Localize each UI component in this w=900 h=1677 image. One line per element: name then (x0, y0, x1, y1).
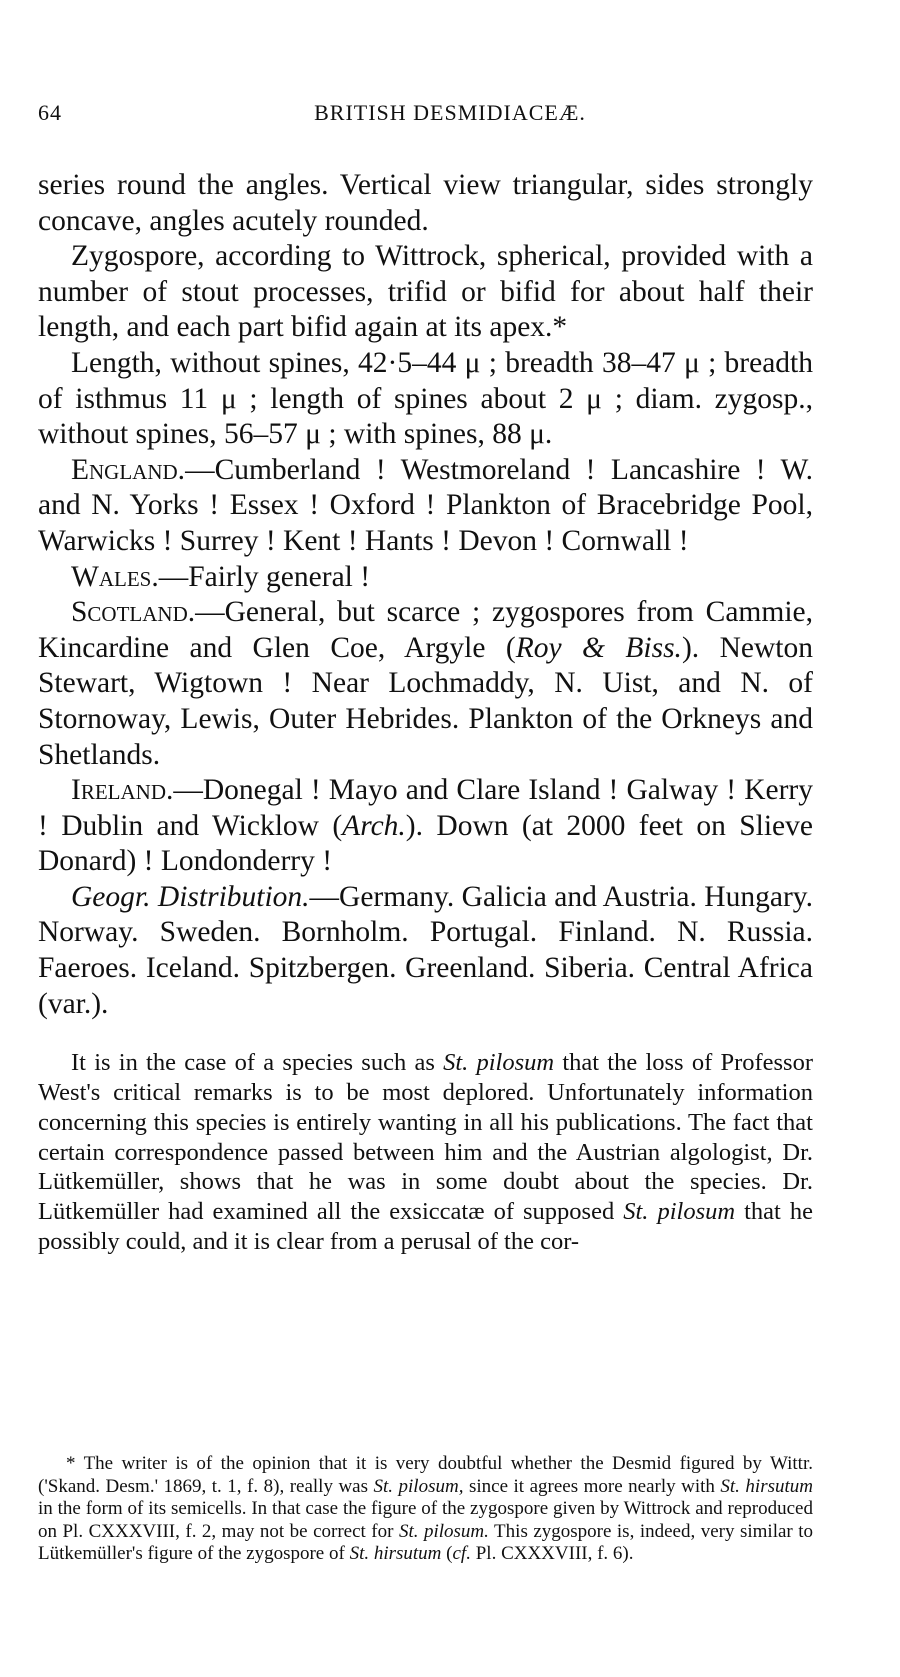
running-title: BRITISH DESMIDIACEÆ. (314, 100, 586, 125)
region-label-scotland: Scotland. (71, 596, 196, 629)
paragraph-zygospore: Zygospore, according to Wittrock, spherical, provided with a number of stout processes, trifid or bifid for about half their length, and each part bifid again at its apex.* (38, 240, 813, 344)
commentary-text-c: that he possibly could, and it is clear from a perusal of the cor- (38, 1198, 813, 1256)
page-number: 64 (38, 100, 62, 125)
region-label-england: England. (71, 453, 186, 486)
species-name: St. pilosum. (398, 1520, 489, 1542)
paragraph-commentary (38, 1048, 813, 1257)
footnote-part: * The writer is of the opinion that it is very doubtful whether the Desmid figured by Wittr. ('Skand. Desm.' 1869, t. 1, f. 8), really was (38, 1453, 813, 1497)
commentary-text-a: It is in the case of a species such as (71, 1049, 444, 1077)
region-text-wales: —Fairly general ! (158, 560, 371, 593)
region-text-scotland-b: ). Newton Stewart, Wigtown ! Near Lochmaddy, N. Uist, and N. of Stornoway, Lewis, Outer Hebrides. Plankton of the Orkneys and Shetlands. (38, 631, 813, 771)
geogr-text: —Germany. Galicia and Austria. Hungary. Norway. Sweden. Bornholm. Portugal. Finland. N. Russia. Faeroes. Iceland. Spitzbergen. Greenland. Siberia. Central Africa (var.). (38, 880, 813, 1020)
footnote-part: in the form of its semicells. In that case the figure of the zygospore given by Wittrock and reproduced on Pl. CXXXVIII, f. 2, may not be correct for (38, 1498, 813, 1542)
ireland-reference: Arch. (342, 809, 406, 842)
region-text-ireland-b: ). Down (at 2000 feet on Slieve Donard) ! Londonderry ! (38, 809, 813, 878)
footnote-part: This zygospore is, indeed, very similar to Lütkemüller's figure of the zygospore of (38, 1520, 814, 1564)
footnote (38, 1453, 813, 1566)
paragraph-england (38, 453, 813, 560)
footnote-part: Pl. CXXXVIII, f. 6). (470, 1543, 634, 1564)
region-text-scotland-a: —General, but scarce ; zygospores from Cammie, Kincardine and Glen Coe, Argyle ( (38, 596, 813, 664)
commentary-text-b: that the loss of Professor West's critical remarks is to be most deplored. Unfortunately information concerning this species is entirely wanting in all his publications. The fact that certain correspondence passed between him and the Austrian algologist, Dr. Lütkemüller, shows that he was in some doubt about the species. Dr. Lütkemüller had examined all the exsiccatæ of supposed (38, 1049, 814, 1226)
footnote-cf: cf. (452, 1543, 471, 1564)
species-name: St. hirsutum (720, 1475, 813, 1497)
paragraph-wales (38, 560, 813, 596)
footnote-part: since it agrees more nearly with (463, 1475, 721, 1497)
scotland-reference: Roy & Biss. (515, 631, 682, 664)
species-name: St. pilosum (623, 1198, 736, 1226)
paragraph-ireland (38, 773, 813, 880)
running-header (38, 100, 862, 140)
paragraph-continuation: series round the angles. Vertical view triangular, sides strongly concave, angles acutely rounded. (38, 169, 813, 237)
paragraph-geographic-distribution (38, 880, 813, 1022)
species-name: St. pilosum, (373, 1475, 464, 1497)
main-text (38, 168, 813, 1257)
region-text-england: —Cumberland ! Westmoreland ! Lancashire ! W. and N. Yorks ! Essex ! Oxford ! Plankton of Bracebridge Pool, Warwicks ! Surrey ! Kent ! Hants ! Devon ! Cornwall ! (38, 453, 813, 557)
species-name: St. pilosum (443, 1049, 555, 1077)
paragraph-measurements: Length, without spines, 42·5–44 μ ; breadth 38–47 μ ; breadth of isthmus 11 μ ; length of spines about 2 μ ; diam. zygosp., without spines, 56–57 μ ; with spines, 88 μ. (38, 346, 813, 451)
species-name: St. hirsutum (349, 1543, 442, 1564)
paragraph-scotland (38, 595, 813, 773)
region-text-ireland-a: —Donegal ! Mayo and Clare Island ! Galway ! Kerry ! Dublin and Wicklow ( (38, 774, 813, 842)
region-label-wales: Wales. (71, 560, 159, 593)
section-gap (38, 1022, 813, 1048)
footnote-text (38, 1453, 813, 1566)
geogr-label: Geogr. Distribution. (71, 880, 310, 913)
footnote-part: ( (441, 1543, 453, 1564)
region-label-ireland: Ireland. (71, 774, 174, 807)
